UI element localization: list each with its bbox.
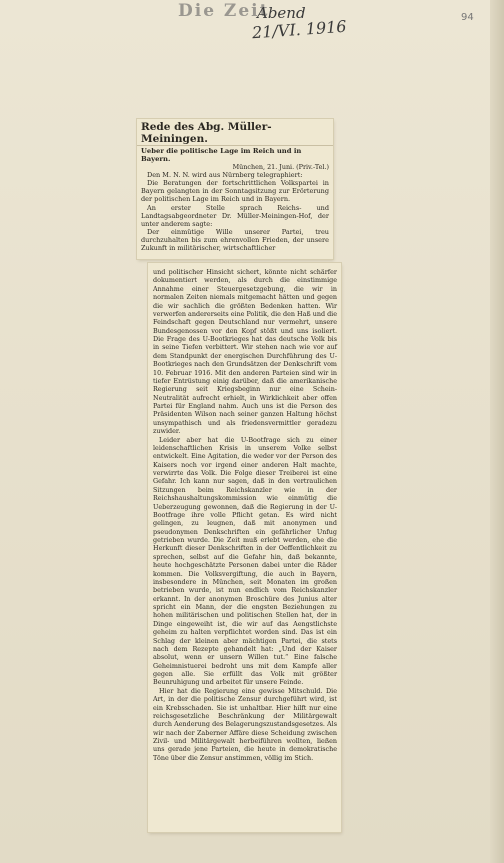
article-paragraph: Der einmütige Wille unserer Partei, treu durchzuhalten bis zum ehrenvollen Frieden, der unsere Zukunft in militärischer, wirtschaftlicher (141, 228, 329, 253)
handwritten-date-note: 21/VI. 1916 (251, 16, 348, 43)
article-subheadline: Ueber die politische Lage im Reich und in Bayern. (141, 147, 302, 163)
article-paragraph: Leider aber hat die U-Bootfrage sich zu einer leidenschaftlichen Krisis in unserem Volke selbst entwickelt. Eine Agitation, die weder vor der Person des Kaisers noch vor irgend einer anderen Halt machte, verwirrte das Volk. Die Folge dieser Treiberei ist eine Gefahr. Ich kann nur sagen, daß in den vertraulichen Sitzungen beim Reichskanzler wie in der Reichshaushaltungskommission wie einmütig die Ueberzeugung gewonnen, daß die Regierung in der U-Bootfrage ihre volle Pflicht getan. Es wird nicht gelingen, zu leugnen, daß mit anonymen und pseudonymen Denkschriften ein gefährlicher Unfug getrieben wurde. Die Zeit muß erlebt werden, ehe die Herkunft dieser Denkschriften in der Oeffentlichkeit zu sprechen, selbst auf die Gefahr hin, daß bekannte, heute hochgeschätzte Personen dabei unter die Räder kommen. Die Volksvergiftung, die auch in Bayern, insbesondere in München, seit Monaten im großen betrieben wurde, ist nun endlich vom Reichskanzler erkannt. In der anonymen Broschüre des Junius alter spricht ein Mann, der die engsten Beziehungen zu hohen militärischen und politischen Stellen hat, der in Dinge eingeweiht ist, die wir auf das Aengstlichste geheim zu halten verpflichtet worden sind. Das ist ein Schlag der kleinen aber mächtigen Partei, die stets nach dem Rezepte gehandelt hat: „Und der Kaiser absolut, wenn er unsern Willen tut.“ Eine falsche Geheimnistuerei bedroht uns mit dem Kampfe aller gegen alle. Sie erfüllt das Volk mit größter Beunruhigung und arbeitet für unsere Feinde. (153, 435, 337, 687)
clipping-top (137, 119, 333, 259)
article-paragraph: An erster Stelle sprach Reichs- und Landtagsabgeordneter Dr. Müller-Meiningen-Hof, der unter anderem sagte: (141, 203, 329, 228)
handwritten-edition-note: Abend (257, 4, 306, 22)
article-paragraph: Den M. N. N. wird aus Nürnberg telegraphiert: (147, 171, 303, 179)
newspaper-name-stamp: Die Zeit (178, 1, 270, 21)
article-paragraph: Hier hat die Regierung eine gewisse Mitschuld. Die Art, in der die politische Zensur durchgeführt wird, ist ein Krebsschaden. Sie ist unhaltbar. Hier hilft nur eine reichsgesetzliche Beschränkung der Militärgewalt durch Aenderung des Belagerungszustandsgesetzes. Als wir nach der Zaberner Affäre diese Scheidung zwischen Zivil- und Militärgewalt herbeiführen wollten, ließen uns gerade jene Parteien, die heute in demokratische Töne über die Zensur anstimmen, völlig im Stich. (153, 686, 337, 762)
article-dateline: München, 21. Juni. (Priv.-Tel.) (232, 163, 329, 171)
article-paragraph: Die Beratungen der fortschrittlichen Volkspartei in Bayern gelangten in der Sonntagsitzung zur Erörterung der politischen Lage im Reich und in Bayern. (141, 179, 329, 204)
article-headline: Rede des Abg. Müller-Meiningen. (137, 119, 333, 146)
article-body-top (137, 171, 333, 253)
clipping-bottom (148, 263, 341, 832)
article-body-bottom (148, 263, 341, 762)
article-paragraph: und politischer Hinsicht sichert, könnte nicht schärfer dokumentiert werden, als durch die einstimmige Annahme einer Steuergesetzgebung, die wir in normalen Zeiten niemals mitgemacht hätten und gegen die wir sachlich die größten Bedenken hatten. Wir verwerfen andererseits eine Politik, die den Haß und die Feindschaft gegen Deutschland nur vermehrt, unsere Bundesgenossen vor den Kopf stößt und uns isoliert. Die Frage des U-Bootkrieges hat das deutsche Volk bis in seine Tiefen verbittert. Wir stehen nach wie vor auf dem Standpunkt der energischen Durchführung des U-Bootkrieges nach den Grundsätzen der Denkschrift vom 10. Februar 1916. Mit den anderen Parteien sind wir in tiefer Entrüstung einig darüber, daß die amerikanische Regierung seit Kriegsbeginn nur eine Schein-Neutralität aufrecht erhielt, in Wirklichkeit aber offen Partei für England nahm. Auch uns ist die Person des Präsidenten Wilson nach seiner ganzen Haltung höchst unsympathisch und als friedensvermittler geradezu zuwider. (153, 268, 337, 436)
sheet-edge (490, 0, 504, 863)
archive-page-number: 94 (461, 12, 474, 23)
